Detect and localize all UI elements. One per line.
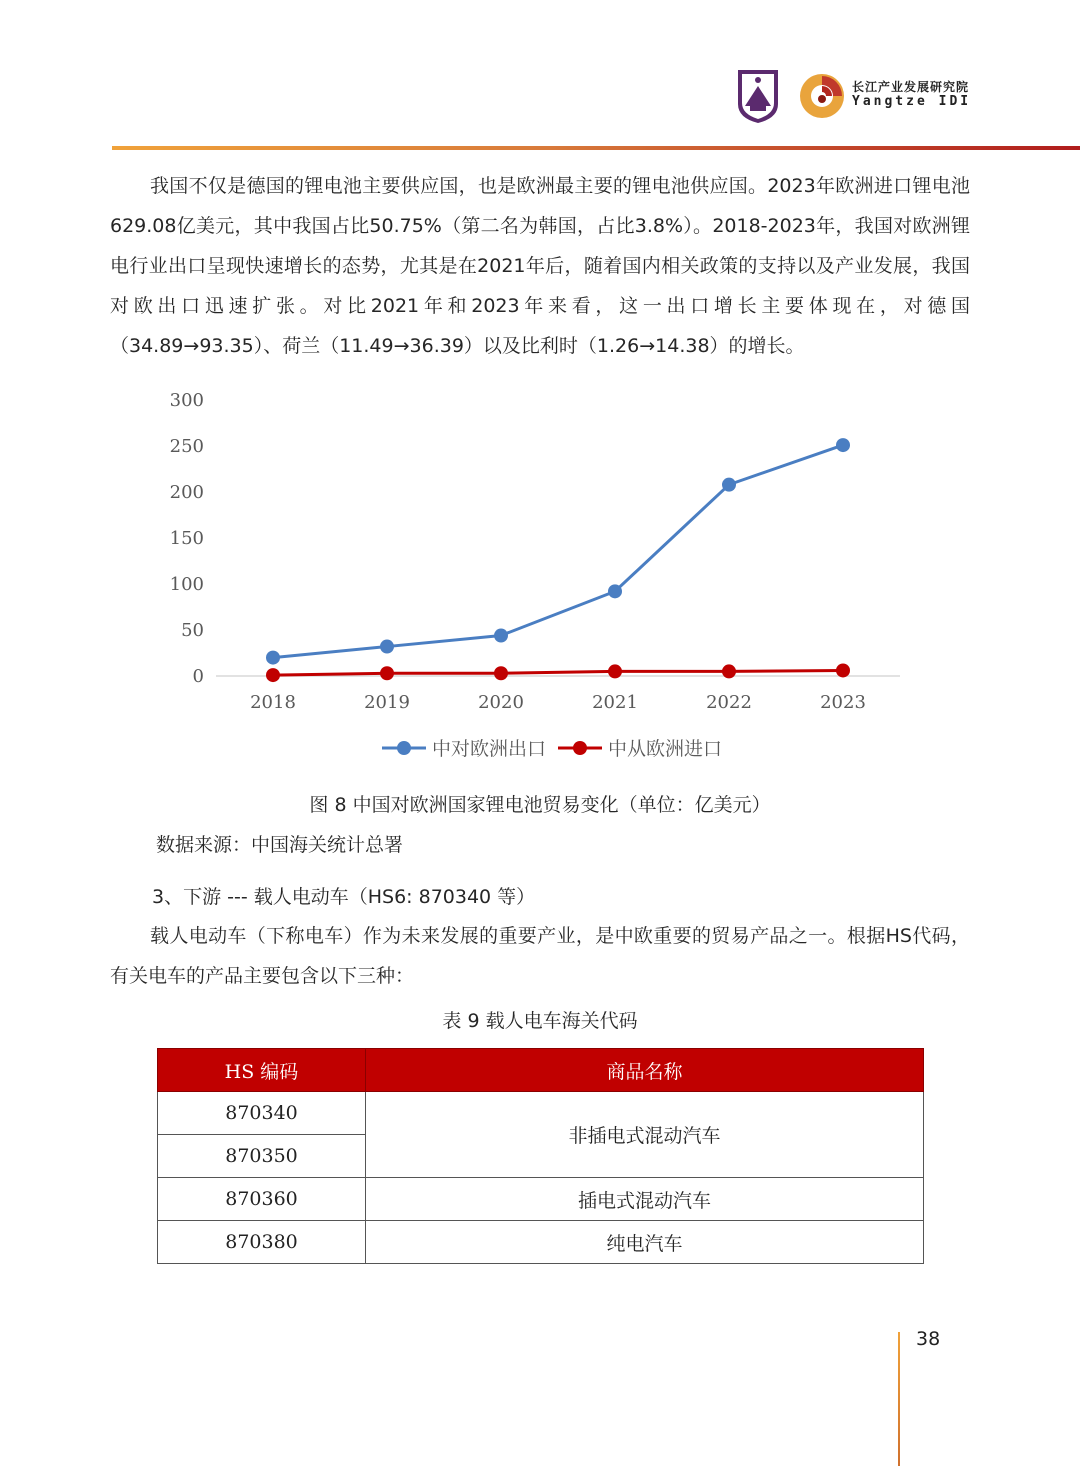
yangtze-idi-logo [798,72,846,120]
table-row [158,1221,924,1264]
product-name-cell: 非插电式混动汽车 [366,1092,924,1178]
x-tick-label: 2021 [592,692,638,713]
data-point [266,668,280,682]
hs-code-cell: 870380 [158,1221,366,1264]
legend-marker [573,741,587,755]
series-layer [266,438,850,682]
y-tick-label: 200 [169,482,204,503]
series-line-1 [273,445,843,658]
header-logos [736,68,976,128]
institute-name-en: Yangtze IDI [852,94,972,109]
data-source: 数据来源：中国海关统计总署 [156,834,404,856]
trade-line-chart [150,380,930,780]
series-line-2 [273,670,843,675]
body-paragraph-1 [110,166,970,366]
x-axis-ticks [250,692,866,713]
data-point [494,666,508,680]
table-row [158,1092,924,1135]
data-point [608,664,622,678]
x-tick-label: 2022 [706,692,752,713]
x-tick-label: 2023 [820,692,866,713]
product-name-cell: 纯电汽车 [366,1221,924,1264]
data-point [494,629,508,643]
hs-code-cell: 870360 [158,1178,366,1221]
page-number: 38 [916,1328,941,1350]
hs-code-cell: 870340 [158,1092,366,1135]
data-point [380,666,394,680]
data-point [836,663,850,677]
chart-legend [382,738,722,760]
hs-code-table [157,1048,924,1264]
x-tick-label: 2020 [478,692,524,713]
paragraph-text: 载人电动车（下称电车）作为未来发展的重要产业，是中欧重要的贸易产品之一。根据HS代码，有关电车的产品主要包含以下三种： [110,925,970,987]
y-axis-ticks [170,390,204,687]
legend-label: 中从欧洲进口 [608,738,723,760]
y-tick-label: 150 [169,528,204,549]
institute-name [852,80,982,110]
y-tick-label: 100 [169,574,204,595]
data-point [266,651,280,665]
y-tick-label: 50 [181,620,204,641]
data-point [836,438,850,452]
data-point [722,478,736,492]
legend-marker [397,741,411,755]
y-tick-label: 250 [169,436,204,457]
y-tick-label: 300 [169,390,204,411]
x-tick-label: 2018 [250,692,296,713]
section-title: 3、下游 --- 载人电动车（HS6: 870340 等） [152,886,536,908]
header-product-name: 商品名称 [366,1049,924,1092]
header-hs-code: HS 编码 [158,1049,366,1092]
university-seal-logo [736,68,780,124]
legend-label: 中对欧洲出口 [432,738,547,760]
data-point [722,664,736,678]
table-caption: 表 9 载人电车海关代码 [442,1010,638,1032]
product-name-cell: 插电式混动汽车 [366,1178,924,1221]
body-paragraph-2 [110,916,970,996]
data-point [608,584,622,598]
hs-code-cell: 870350 [158,1135,366,1178]
y-tick-label: 0 [192,666,204,687]
paragraph-text: 我国不仅是德国的锂电池主要供应国，也是欧洲最主要的锂电池供应国。2023年欧洲进口锂电池629.08亿美元，其中我国占比50.75%（第二名为韩国，占比3.8%）。2018-2023年，我国对欧洲锂电行业出口呈现快速增长的态势，尤其是在2021年后，随着国内相关政策的支持以及产业发展，我国对欧出口迅速扩张。对比2021年和2023年来看，这一出口增长主要体现在，对德国（34.89→93.35）、荷兰（11.49→36.39）以及比利时（1.26→14.38）的增长。 [110,175,970,357]
header-divider [112,146,1080,150]
table-header-row [158,1049,924,1092]
figure-caption: 图 8 中国对欧洲国家锂电池贸易变化（单位：亿美元） [309,794,771,816]
page-number-rule [898,1332,900,1466]
institute-name-cn: 长江产业发展研究院 [852,80,970,94]
data-point [380,640,394,654]
table-row [158,1178,924,1221]
x-tick-label: 2019 [364,692,410,713]
